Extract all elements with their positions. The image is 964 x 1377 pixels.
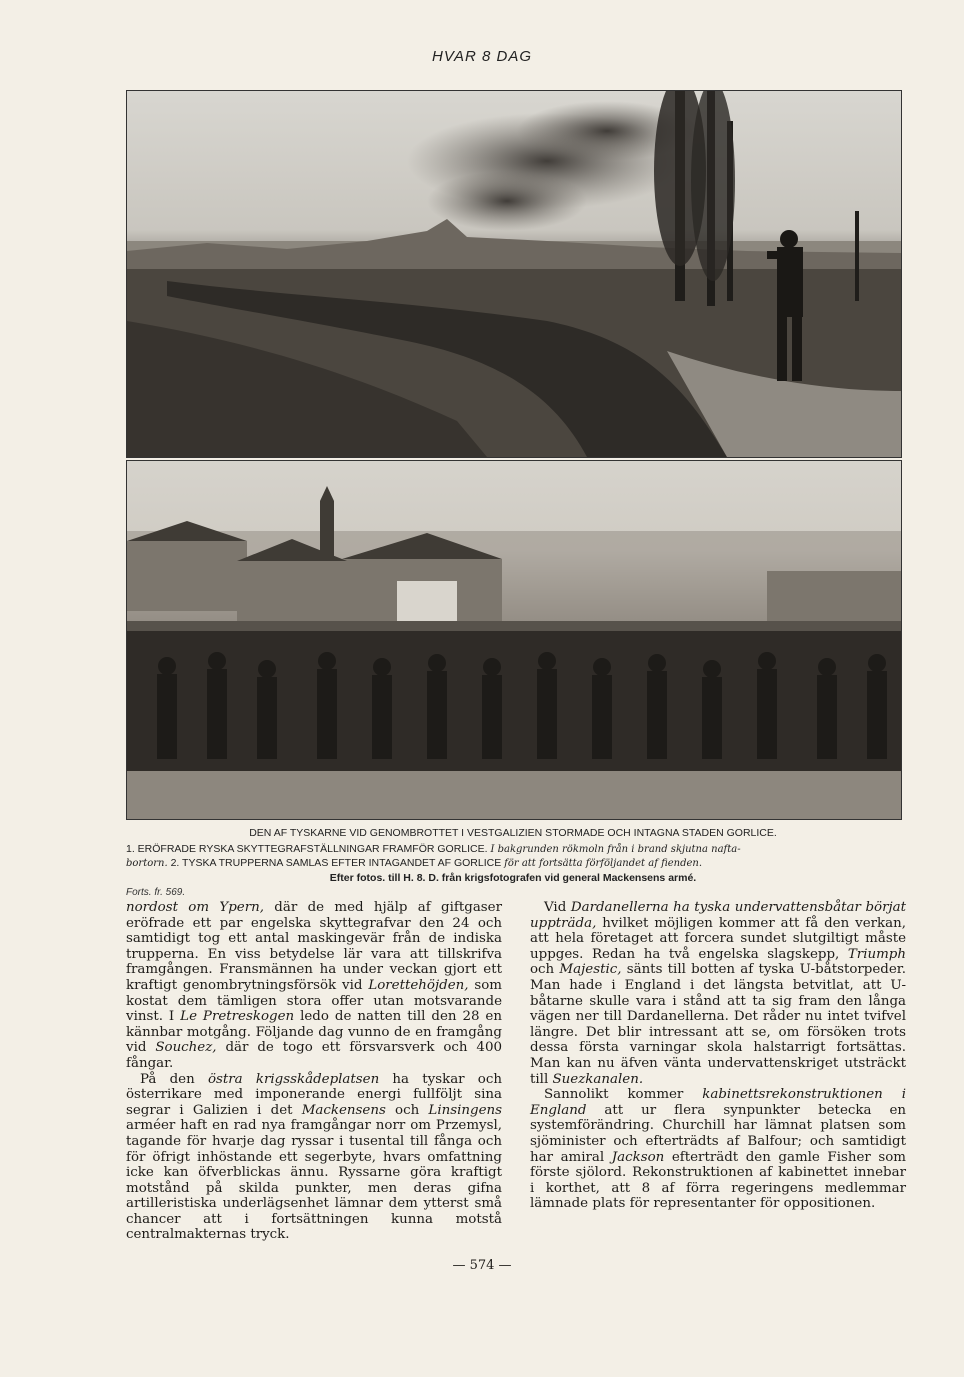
text-italic: Lorettehöjden,: [368, 977, 469, 993]
text: arméer haft en rad nya framgångar norr om Przemysl, tagande för hvarje dag ryssar i tusental till fånga och för öfrigt inhöstande ett segerbyte, hvars omfattning icke kan öfverblickas ännu. Ryssarne göra kraftigt motstånd på skilda punkter, men deras gifna artilleristiska underlägsenhet lämnar dem ytterst små chancer att i fortsättningen kunna motstå centralmakternas tryck.: [126, 1118, 502, 1243]
text-italic: Souchez,: [155, 1040, 217, 1056]
right-paragraph-1: [530, 900, 906, 1087]
page-number: — 574 —: [452, 1258, 512, 1273]
photo-credit: Efter fotos. till H. 8. D. från krigsfotografen vid general Mackensens armé.: [329, 872, 697, 884]
text-italic: kabinettsrekonstruktionen i England: [530, 1087, 906, 1118]
text: ledo de natten till den 28 en kännbar motgång. Följande dag vunno de en framgång vid: [126, 1009, 502, 1056]
text-italic: Suezkanalen.: [552, 1071, 644, 1087]
continued-from: Forts. fr. 569.: [126, 887, 186, 898]
text: och: [530, 962, 560, 978]
left-column: [126, 900, 502, 1243]
text-italic: Mackensens: [301, 1102, 386, 1118]
text-italic: Linsingens: [428, 1102, 502, 1118]
right-paragraph-2: [530, 1087, 906, 1212]
text: ha tyskar och österrikare med imponerande energi fullföljt sina segrar i Galizien i det: [126, 1071, 502, 1118]
photo-trenches-drawing: [127, 91, 901, 457]
text-italic: Jackson: [611, 1149, 665, 1165]
caption-line-2: [126, 842, 900, 857]
text-italic: Triumph: [847, 946, 906, 962]
text: som kostat dem tämligen stora offer utan motsvarande vinst. I: [126, 977, 502, 1025]
masthead: HVAR 8 DAG: [431, 48, 533, 65]
text-italic: Le Pretreskogen: [180, 1009, 295, 1025]
caption-photo-1-note-end: bortorn.: [126, 858, 168, 869]
text: där de togo ett försvarsverk och 400 fångar.: [126, 1040, 502, 1071]
text: Sannolikt kommer: [544, 1087, 703, 1103]
text: där de med hjälp af giftgaser eröfrade ett par engelska skyttegrafvar den 24 och samtidigt tog ett antal maskingevär från de indiska trupperna. En viss betydelse lär vara att tillskrifva framgången. Fransmännen ha under veckan gjort ett kraftigt genombrytningsförsök vid: [126, 900, 502, 993]
left-paragraph-1: [126, 900, 502, 1072]
right-column: [530, 900, 906, 1212]
text-italic: nordost om Ypern,: [126, 900, 264, 915]
text: Vid: [544, 900, 571, 915]
caption-photo-2: 2. TYSKA TRUPPERNA SAMLAS EFTER INTAGANDET AF GORLICE: [170, 857, 502, 869]
text: efterträdt den gamle Fisher som förste sjölord. Rekonstruktionen af kabinettet innebar i korthet, att 8 af förra regeringens medlemmar lämnade plats för representanter för oppositionen.: [530, 1149, 906, 1212]
photo-troops-drawing: [127, 461, 901, 819]
text-italic: Dardanellerna ha tyska undervattensbåtar börjat uppträda,: [530, 900, 907, 931]
photo-trenches: [126, 90, 902, 458]
caption-title: DEN AF TYSKARNE VID GENOMBROTTET I VESTGALIZIEN STORMADE OCH INTAGNA STADEN GORLICE.: [249, 827, 777, 839]
caption-photo-1-note: I bakgrunden rökmoln från i brand skjutna nafta-: [490, 844, 741, 855]
text: hvilket möjligen kommer att få den verkan, att hela företaget att forcera sundet slutgiltigt måste uppges. Redan ha två engelska slagskepp,: [530, 915, 906, 962]
photo-troops: [126, 460, 902, 820]
text: På den: [140, 1071, 208, 1087]
left-paragraph-2: [126, 1072, 502, 1244]
caption-line-3: [126, 856, 900, 871]
text: och: [385, 1102, 429, 1118]
caption-photo-2-note: för att fortsätta förföljandet af fienden.: [504, 858, 703, 869]
text: sänts till botten af tyska U-båtstorpeder. Man hade i England i det längsta betvitlat, att U-båtarne skulle vara i stånd att ta sig fram den långa vägen ner till Dardanellerna. Det råder nu intet tvifvel längre. Det blir intressant att se, om försöken trots dessa första varningar skola halstarrigt fortsättas. Man kan nu äfven vänta undervattenskriget utsträckt till: [530, 962, 906, 1087]
text-italic: östra krigsskådeplatsen: [207, 1071, 380, 1087]
text-italic: Majestic,: [559, 962, 622, 978]
text: att ur flera synpunkter betecka en systemförändring. Churchill har lämnat platsen som sjöminister och efterträdts af Balfour; och samtidigt har amiral: [530, 1102, 906, 1165]
caption-photo-1: 1. ERÖFRADE RYSKA SKYTTEGRAFSTÄLLNINGAR FRAMFÖR GORLICE.: [126, 843, 488, 855]
